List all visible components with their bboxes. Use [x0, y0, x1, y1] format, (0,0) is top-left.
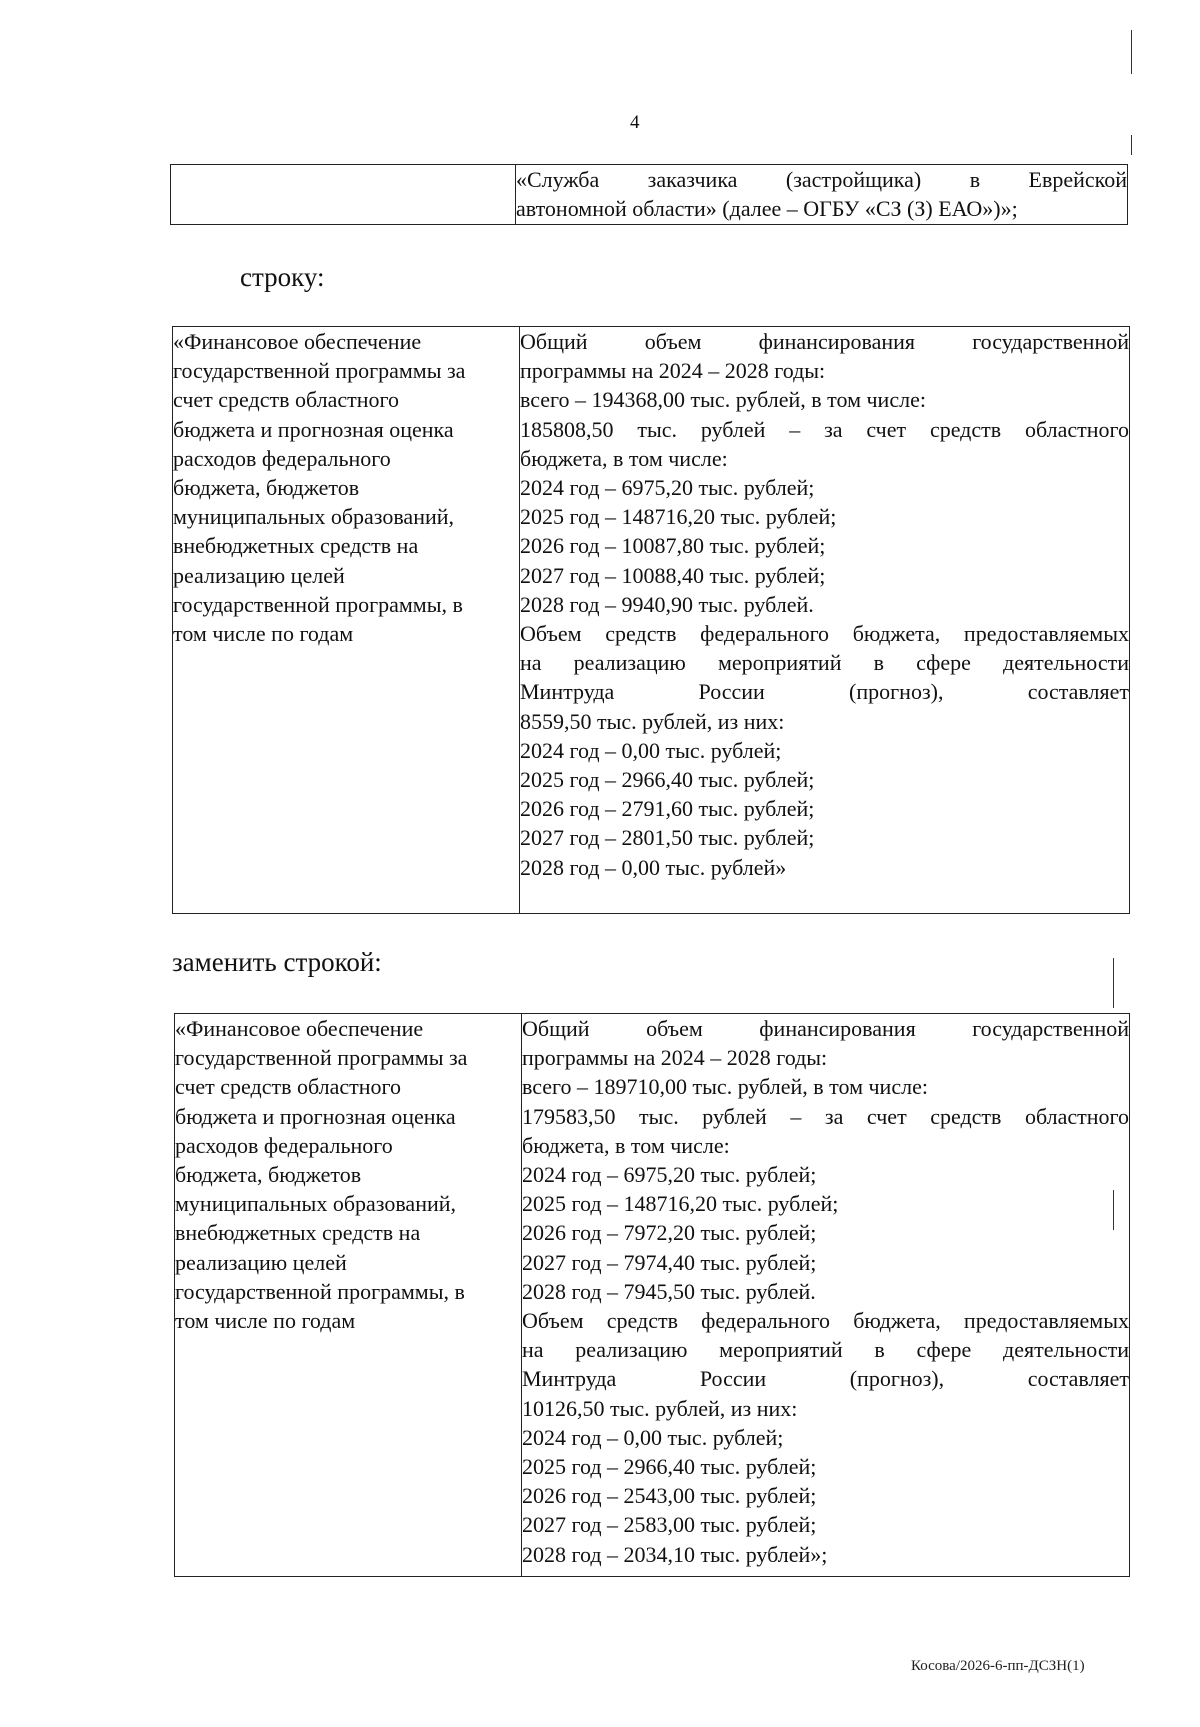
old-row-right-cell: [520, 327, 1130, 914]
label-zamenit: заменить строкой:: [172, 947, 382, 977]
new-left-line: счет средств областного: [175, 1074, 401, 1100]
new-left-line: том числе по годам: [175, 1308, 356, 1334]
old-row-left-cell: [173, 327, 520, 914]
header-line-1: «Служба заказчика (застройщика) в Еврейской: [516, 167, 1127, 192]
old-right-line: программы на 2024 – 2028 годы:: [520, 358, 826, 384]
new-row-table: [174, 1013, 1130, 1577]
old-right-line: 2024 год – 0,00 тыс. рублей;: [520, 737, 782, 763]
old-right-line: 185808,50 тыс. рублей – за счет средств областного: [520, 416, 1129, 442]
old-right-line: всего – 194368,00 тыс. рублей, в том числе:: [520, 387, 926, 413]
new-right-line: 2024 год – 6975,20 тыс. рублей;: [522, 1162, 817, 1188]
new-right-line: Общий объем финансирования государственной: [522, 1016, 1129, 1041]
old-right-line: Объем средств федерального бюджета, предоставляемых: [520, 621, 1129, 647]
new-left-line: реализацию целей: [175, 1249, 347, 1275]
old-right-line: 8559,50 тыс. рублей, из них:: [520, 708, 785, 734]
old-right-line: 2027 год – 2801,50 тыс. рублей;: [520, 825, 815, 851]
new-right-line: бюджета, в том числе:: [522, 1132, 730, 1158]
new-row-left-cell: [175, 1014, 522, 1577]
new-left-line: расходов федерального: [175, 1132, 393, 1158]
page-number: 4: [630, 112, 640, 133]
label-stroku: строку:: [240, 262, 325, 292]
new-left-line: государственной программы, в: [175, 1278, 465, 1304]
new-row-right-cell: [522, 1014, 1130, 1577]
new-right-line: 10126,50 тыс. рублей, из них:: [522, 1395, 798, 1421]
old-right-line: Минтруда России (прогноз), составляет: [520, 679, 1129, 705]
new-right-line: 2025 год – 2966,40 тыс. рублей;: [522, 1454, 817, 1480]
new-right-line: программы на 2024 – 2028 годы:: [522, 1045, 828, 1071]
old-right-line: Общий объем финансирования государственной: [520, 329, 1129, 354]
new-right-line: 2026 год – 7972,20 тыс. рублей;: [522, 1220, 817, 1246]
old-right-line: 2027 год – 10088,40 тыс. рублей;: [520, 562, 826, 588]
old-right-line: 2026 год – 2791,60 тыс. рублей;: [520, 796, 815, 822]
new-left-line: внебюджетных средств на: [175, 1220, 421, 1246]
new-right-line: 2025 год – 148716,20 тыс. рублей;: [522, 1191, 839, 1217]
new-right-line: 2026 год – 2543,00 тыс. рублей;: [522, 1483, 817, 1509]
old-right-line: 2024 год – 6975,20 тыс. рублей;: [520, 475, 815, 501]
old-left-line: внебюджетных средств на: [173, 533, 419, 559]
new-right-line: 2024 год – 0,00 тыс. рублей;: [522, 1424, 784, 1450]
old-left-line: муниципальных образований,: [173, 504, 455, 530]
old-right-line: бюджета, в том числе:: [520, 445, 728, 471]
old-right-line: 2025 год – 148716,20 тыс. рублей;: [520, 504, 837, 530]
scan-mark: [1113, 1190, 1114, 1230]
header-table: [170, 164, 1128, 225]
new-right-line: Объем средств федерального бюджета, предоставляемых: [522, 1308, 1129, 1334]
new-right-line: 2027 год – 2583,00 тыс. рублей;: [522, 1512, 817, 1538]
old-right-line: на реализацию мероприятий в сфере деятельности: [520, 650, 1129, 676]
new-right-line: 179583,50 тыс. рублей – за счет средств областного: [522, 1103, 1129, 1129]
old-left-line: государственной программы, в: [173, 591, 463, 617]
old-left-line: бюджета, бюджетов: [173, 475, 360, 501]
new-right-line: на реализацию мероприятий в сфере деятельности: [522, 1337, 1129, 1363]
old-left-line: бюджета и прогнозная оценка: [173, 416, 454, 442]
footer-code: Косова/2026-6-пп-ДСЗН(1): [911, 1658, 1085, 1674]
new-right-line: Минтруда России (прогноз), составляет: [522, 1366, 1129, 1392]
new-left-line: муниципальных образований,: [175, 1191, 457, 1217]
old-right-line: 2026 год – 10087,80 тыс. рублей;: [520, 533, 826, 559]
header-left-cell: [171, 165, 516, 225]
old-right-line: 2028 год – 9940,90 тыс. рублей.: [520, 591, 814, 617]
new-left-line: бюджета, бюджетов: [175, 1162, 362, 1188]
old-right-line: 2025 год – 2966,40 тыс. рублей;: [520, 767, 815, 793]
scan-mark: [1131, 135, 1132, 155]
new-right-line: 2027 год – 7974,40 тыс. рублей;: [522, 1249, 817, 1275]
scan-mark: [1131, 30, 1132, 74]
old-right-line: 2028 год – 0,00 тыс. рублей»: [520, 854, 787, 880]
old-left-line: том числе по годам: [173, 621, 354, 647]
new-right-line: всего – 189710,00 тыс. рублей, в том числе:: [522, 1074, 928, 1100]
old-left-line: расходов федерального: [173, 445, 391, 471]
header-line-2: автономной области» (далее – ОГБУ «СЗ (З) ЕАО»)»;: [516, 196, 1018, 222]
old-left-line: реализацию целей: [173, 562, 345, 588]
old-left-line: государственной программы за: [173, 358, 466, 384]
new-left-line: бюджета и прогнозная оценка: [175, 1103, 456, 1129]
old-row-table: [172, 326, 1130, 914]
new-right-line: 2028 год – 2034,10 тыс. рублей»;: [522, 1541, 828, 1567]
old-left-line: «Финансовое обеспечение: [173, 329, 422, 354]
new-left-line: государственной программы за: [175, 1045, 468, 1071]
scan-mark: [1113, 958, 1114, 1008]
new-left-line: «Финансовое обеспечение: [175, 1016, 424, 1041]
old-left-line: счет средств областного: [173, 387, 399, 413]
new-right-line: 2028 год – 7945,50 тыс. рублей.: [522, 1278, 816, 1304]
header-right-cell: [516, 165, 1128, 225]
